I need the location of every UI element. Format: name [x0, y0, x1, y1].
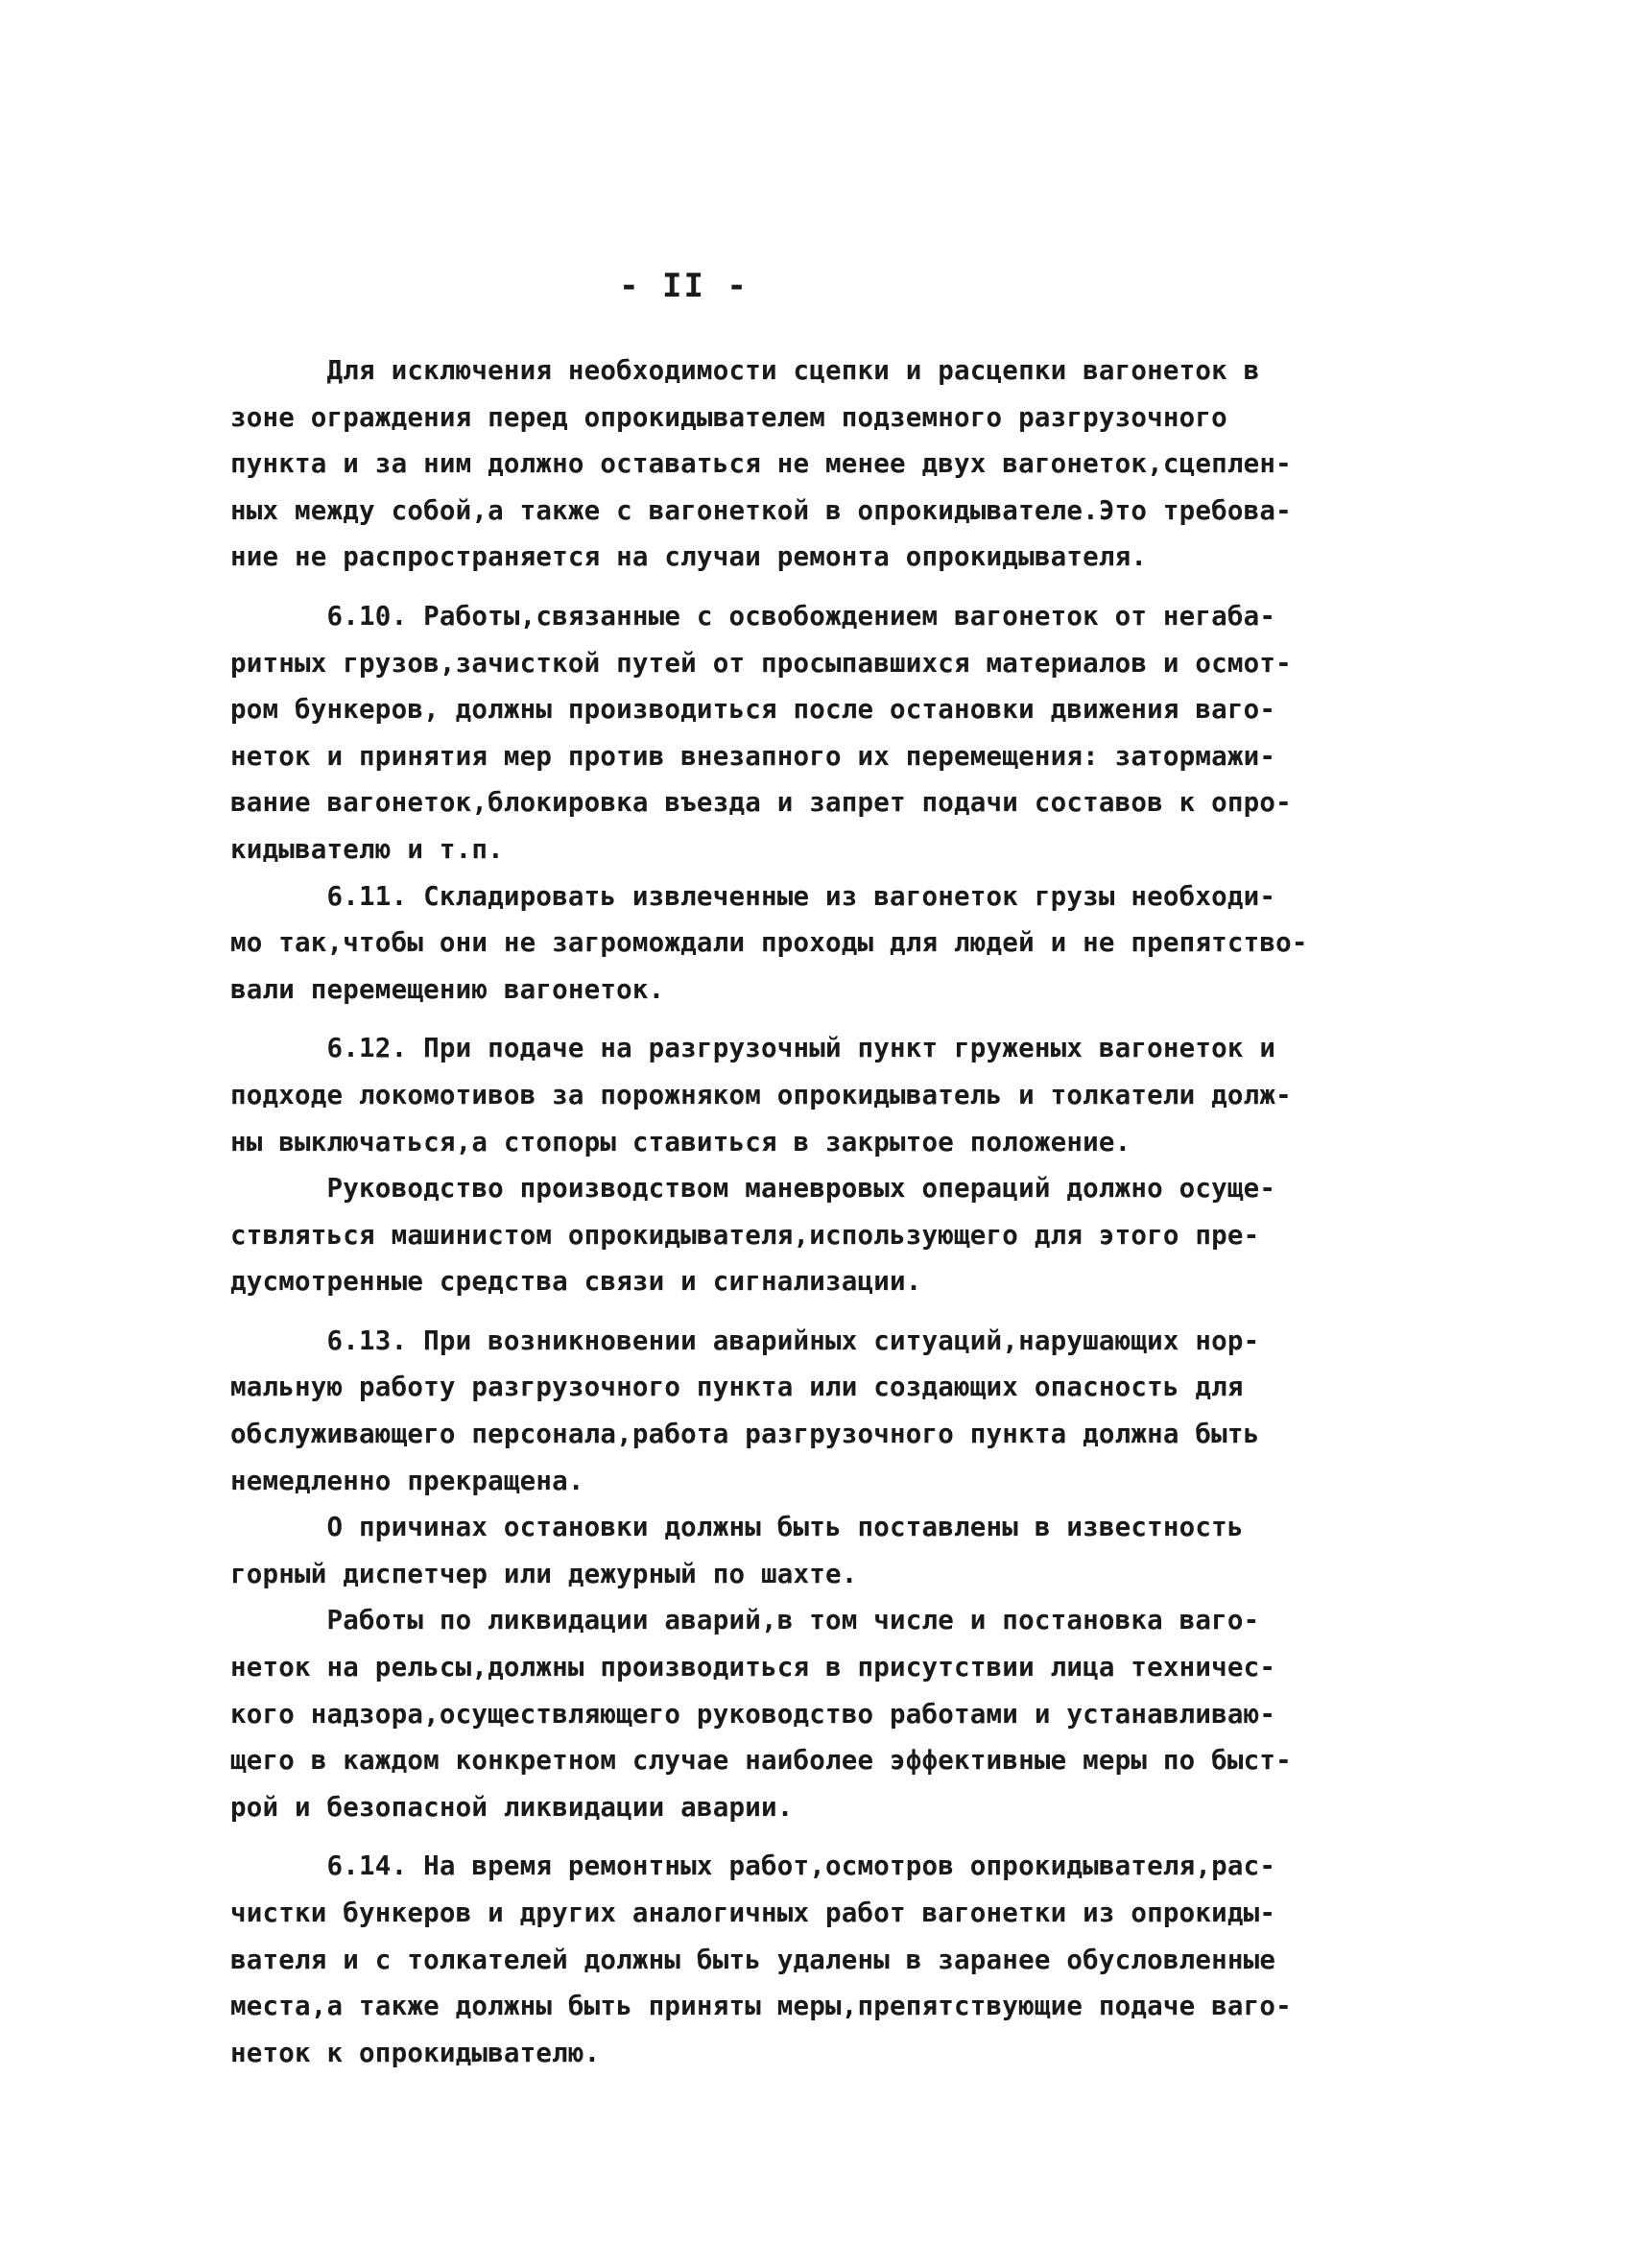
text-line: ствляться машинистом опрокидывателя,использующего для этого пре- — [230, 1219, 1260, 1251]
text-line: ром бункеров, должны производиться после остановки движения ваго- — [230, 694, 1276, 726]
text-line: подходе локомотивов за порожняком опрокидыватель и толкатели долж- — [230, 1079, 1292, 1110]
text-line: ны выключаться,а стопоры ставиться в закрытое положение. — [230, 1126, 1131, 1158]
text-line: О причинах остановки должны быть поставлены в известность — [230, 1512, 1244, 1543]
text-line: Для исключения необходимости сцепки и расцепки вагонеток в — [230, 355, 1260, 386]
paragraph-6-14 — [230, 1843, 1425, 2076]
text-line: ние не распространяется на случаи ремонта опрокидывателя. — [230, 541, 1148, 573]
paragraph-6-12 — [230, 1025, 1425, 1305]
text-line: Работы по ликвидации аварий,в том числе и постановка ваго- — [230, 1605, 1260, 1636]
page-number: - II - — [619, 267, 749, 305]
text-line: зоне ограждения перед опрокидывателем подземного разгрузочного — [230, 401, 1227, 433]
text-line: 6.11. Складировать извлеченные из вагонеток грузы необходи- — [230, 880, 1276, 912]
text-line: кидывателю и т.п. — [230, 833, 504, 865]
text-line: мо так,чтобы они не загромождали проходы для людей и не препятство- — [230, 927, 1308, 959]
text-line: рой и безопасной ликвидации аварии. — [230, 1791, 794, 1823]
text-line: чистки бункеров и других аналогичных работ вагонетки из опрокиды- — [230, 1898, 1276, 1928]
text-line: обслуживающего персонала,работа разгрузочного пункта должна быть — [230, 1419, 1260, 1450]
text-line: неток на рельсы,должны производиться в присутствии лица техничес- — [230, 1652, 1276, 1683]
paragraph-6-13 — [230, 1318, 1425, 1831]
paragraph-6-11 — [230, 873, 1425, 1014]
text-line: вателя и с толкателей должны быть удалены в заранее обусловленные — [230, 1944, 1276, 1975]
text-line: ритных грузов,зачисткой путей от просыпавшихся материалов и осмот- — [230, 647, 1292, 679]
text-line: 6.14. На время ремонтных работ,осмотров опрокидывателя,рас- — [230, 1850, 1276, 1882]
text-line: немедленно прекращена. — [230, 1465, 584, 1496]
text-line: неток к опрокидывателю. — [230, 2037, 601, 2068]
text-line: неток и принятия мер против внезапного их перемещения: затормажи- — [230, 740, 1276, 772]
text-line: 6.12. При подаче на разгрузочный пункт груженых вагонеток и — [230, 1033, 1276, 1064]
text-line: мальную работу разгрузочного пункта или создающих опасность для — [230, 1372, 1244, 1403]
document-body — [230, 347, 1425, 2076]
text-line: 6.13. При возникновении аварийных ситуаций,нарушающих нор- — [230, 1325, 1260, 1356]
text-line: Руководство производством маневровых операций должно осуще- — [230, 1173, 1276, 1205]
text-line: 6.10. Работы,связанные с освобождением вагонеток от негаба- — [230, 600, 1276, 632]
text-line: горный диспетчер или дежурный по шахте. — [230, 1558, 858, 1589]
text-line: вание вагонеток,блокировка въезда и запрет подачи составов к опро- — [230, 787, 1292, 819]
text-line: щего в каждом конкретном случае наиболее эффективные меры по быст- — [230, 1745, 1292, 1777]
paragraph-intro — [230, 347, 1425, 581]
text-line: вали перемещению вагонеток. — [230, 973, 665, 1005]
text-line: кого надзора,осуществляющего руководство работами и устанавливаю- — [230, 1698, 1276, 1730]
text-line: ных между собой,а также с вагонеткой в опрокидывателе.Это требова- — [230, 494, 1292, 526]
text-line: пункта и за ним должно оставаться не менее двух вагонеток,сцеплен- — [230, 448, 1292, 480]
text-line: дусмотренные средства связи и сигнализации. — [230, 1266, 922, 1298]
text-line: места,а также должны быть приняты меры,препятствующие подаче ваго- — [230, 1991, 1292, 2022]
paragraph-6-10 — [230, 593, 1425, 873]
